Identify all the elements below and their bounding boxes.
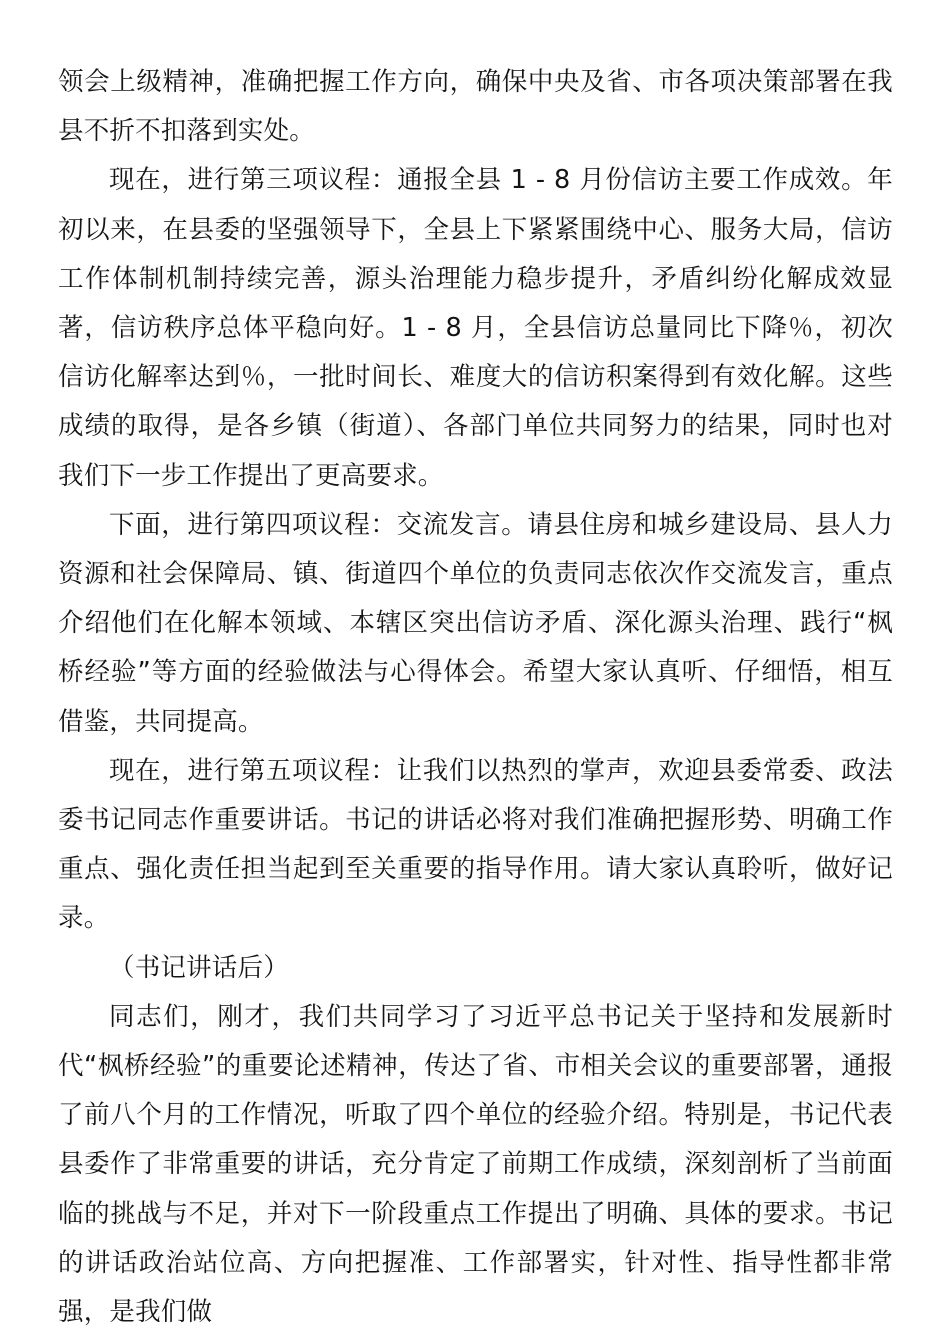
paragraph-2: 现在，进行第三项议程：通报全县 1 - 8 月份信访主要工作成效。年初以来，在县委的坚强领导下，全县上下紧紧围绕中心、服务大局，信访工作体制机制持续完善，源头治理能力稳步提升，矛盾纠纷化解成效显著，信访秩序总体平稳向好。1 - 8 月，全县信访总量同比下降％，初次信访化解率达到％，一批时间长、难度大的信访积案得到有效化解。这些成绩的取得，是各乡镇（街道）、各部门单位共同努力的结果，同时也对我们下一步工作提出了更高要求。 bbox=[58, 165, 893, 491]
document-body bbox=[58, 58, 893, 1337]
paragraph-1: 领会上级精神，准确把握工作方向，确保中央及省、市各项决策部署在我县不折不扣落到实处。 bbox=[58, 67, 893, 147]
paragraph-4: 现在，进行第五项议程：让我们以热烈的掌声，欢迎县委常委、政法委书记同志作重要讲话。书记的讲话必将对我们准确把握形势、明确工作重点、强化责任担当起到至关重要的指导作用。请大家认真聆听，做好记录。 bbox=[58, 755, 893, 934]
paragraph-6: 同志们，刚才，我们共同学习了习近平总书记关于坚持和发展新时代“枫桥经验”的重要论述精神，传达了省、市相关会议的重要部署，通报了前八个月的工作情况，听取了四个单位的经验介绍。特别是，书记代表县委作了非常重要的讲话，充分肯定了前期工作成绩，深刻剖析了当前面临的挑战与不足，并对下一阶段重点工作提出了明确、具体的要求。书记的讲话政治站位高、方向把握准、工作部署实，针对性、指导性都非常强，是我们做 bbox=[58, 1001, 893, 1328]
paragraph-5-speech-marker: （书记讲话后） bbox=[109, 952, 289, 983]
paragraph-3: 下面，进行第四项议程：交流发言。请县住房和城乡建设局、县人力资源和社会保障局、镇、街道四个单位的负责同志依次作交流发言，重点介绍他们在化解本领域、本辖区突出信访矛盾、深化源头治理、践行“枫桥经验”等方面的经验做法与心得体会。希望大家认真听、仔细悟，相互借鉴，共同提高。 bbox=[58, 509, 893, 737]
